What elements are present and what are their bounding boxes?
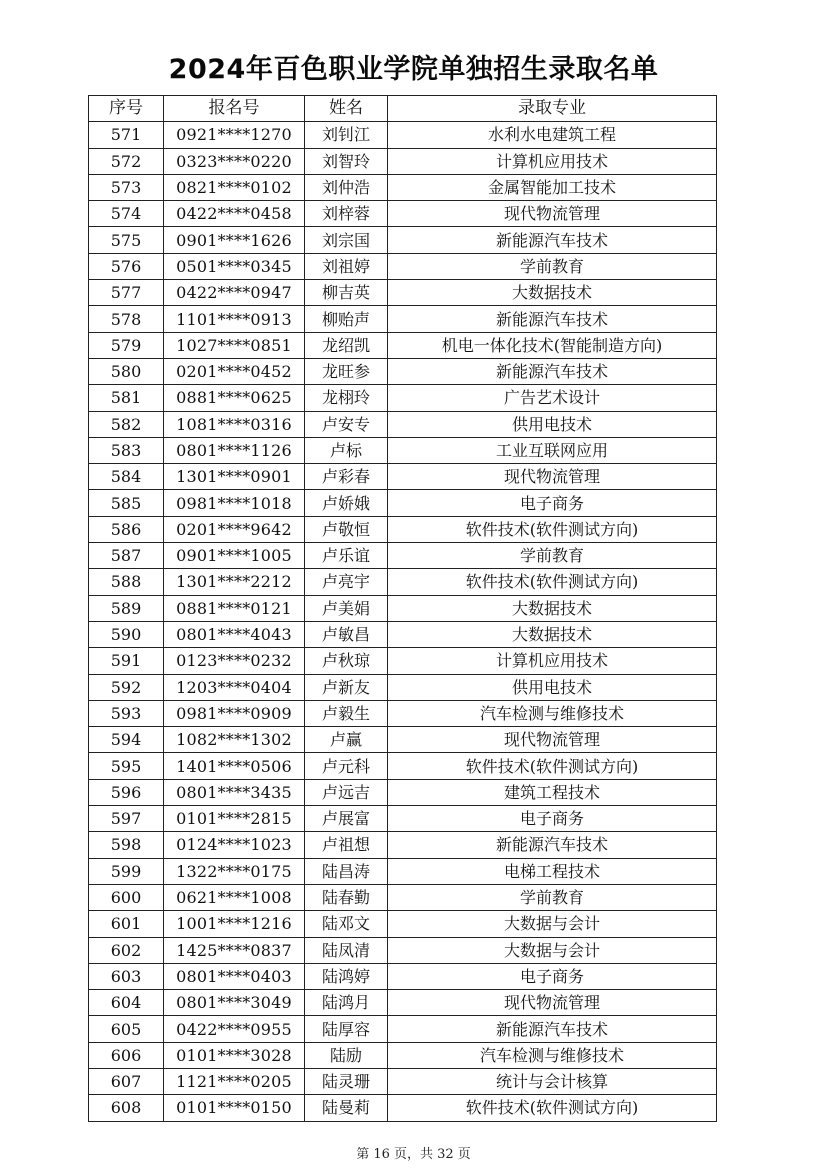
header-admitted-major: 录取专业: [388, 96, 717, 122]
table-row: [89, 990, 717, 1016]
student-name-cell: 陆春勤: [305, 884, 388, 910]
student-name-cell: 卢敬恒: [305, 516, 388, 542]
student-name-cell: 卢新友: [305, 674, 388, 700]
serial-number-cell: 594: [89, 727, 164, 753]
serial-number-cell: 596: [89, 779, 164, 805]
student-name-cell: 卢展富: [305, 806, 388, 832]
table-row: [89, 174, 717, 200]
serial-number-cell: 591: [89, 648, 164, 674]
page-title: 2024年百色职业学院单独招生录取名单: [168, 54, 659, 85]
serial-number-cell: 601: [89, 911, 164, 937]
serial-number-cell: 578: [89, 306, 164, 332]
registration-number-cell: 0981****0909: [164, 700, 305, 726]
student-name-cell: 柳吉英: [305, 280, 388, 306]
admitted-major-cell: 新能源汽车技术: [388, 1016, 717, 1042]
serial-number-cell: 604: [89, 990, 164, 1016]
table-row: [89, 253, 717, 279]
table-body: [89, 122, 717, 1121]
student-name-cell: 龙栩玲: [305, 385, 388, 411]
registration-number-cell: 1301****0901: [164, 464, 305, 490]
table-row: [89, 727, 717, 753]
registration-number-cell: 0621****1008: [164, 884, 305, 910]
serial-number-cell: 605: [89, 1016, 164, 1042]
registration-number-cell: 0801****1126: [164, 437, 305, 463]
admitted-major-cell: 新能源汽车技术: [388, 227, 717, 253]
admitted-major-cell: 软件技术(软件测试方向): [388, 516, 717, 542]
student-name-cell: 柳贻声: [305, 306, 388, 332]
serial-number-cell: 608: [89, 1095, 164, 1121]
registration-number-cell: 1301****2212: [164, 569, 305, 595]
serial-number-cell: 583: [89, 437, 164, 463]
admitted-major-cell: 学前教育: [388, 253, 717, 279]
student-name-cell: 陆昌涛: [305, 858, 388, 884]
serial-number-cell: 584: [89, 464, 164, 490]
registration-number-cell: 1203****0404: [164, 674, 305, 700]
registration-number-cell: 1322****0175: [164, 858, 305, 884]
table-row: [89, 806, 717, 832]
registration-number-cell: 0201****0452: [164, 358, 305, 384]
table-row: [89, 1016, 717, 1042]
admitted-major-cell: 电子商务: [388, 963, 717, 989]
student-name-cell: 刘智玲: [305, 148, 388, 174]
header-registration-number: 报名号: [164, 96, 305, 122]
serial-number-cell: 598: [89, 832, 164, 858]
admitted-major-cell: 金属智能加工技术: [388, 174, 717, 200]
admitted-major-cell: 新能源汽车技术: [388, 832, 717, 858]
registration-number-cell: 0101****0150: [164, 1095, 305, 1121]
table-row: [89, 490, 717, 516]
admitted-major-cell: 供用电技术: [388, 674, 717, 700]
admitted-major-cell: 学前教育: [388, 884, 717, 910]
table-row: [89, 148, 717, 174]
table-row: [89, 437, 717, 463]
student-name-cell: 卢毅生: [305, 700, 388, 726]
student-name-cell: 卢祖想: [305, 832, 388, 858]
serial-number-cell: 581: [89, 385, 164, 411]
serial-number-cell: 571: [89, 122, 164, 148]
registration-number-cell: 0801****0403: [164, 963, 305, 989]
registration-number-cell: 1082****1302: [164, 727, 305, 753]
table-row: [89, 385, 717, 411]
registration-number-cell: 0881****0625: [164, 385, 305, 411]
table-row: [89, 621, 717, 647]
admitted-major-cell: 软件技术(软件测试方向): [388, 569, 717, 595]
registration-number-cell: 0124****1023: [164, 832, 305, 858]
serial-number-cell: 586: [89, 516, 164, 542]
serial-number-cell: 593: [89, 700, 164, 726]
student-name-cell: 龙绍凯: [305, 332, 388, 358]
registration-number-cell: 0981****1018: [164, 490, 305, 516]
table-row: [89, 1068, 717, 1094]
table-row: [89, 1042, 717, 1068]
table-row: [89, 280, 717, 306]
serial-number-cell: 606: [89, 1042, 164, 1068]
table-row: [89, 543, 717, 569]
admitted-major-cell: 电子商务: [388, 806, 717, 832]
registration-number-cell: 0501****0345: [164, 253, 305, 279]
registration-number-cell: 0201****9642: [164, 516, 305, 542]
admitted-major-cell: 现代物流管理: [388, 727, 717, 753]
registration-number-cell: 0881****0121: [164, 595, 305, 621]
registration-number-cell: 0901****1626: [164, 227, 305, 253]
serial-number-cell: 588: [89, 569, 164, 595]
student-name-cell: 卢美娟: [305, 595, 388, 621]
table-row: [89, 358, 717, 384]
table-row: [89, 516, 717, 542]
student-name-cell: 卢敏昌: [305, 621, 388, 647]
student-name-cell: 卢安专: [305, 411, 388, 437]
serial-number-cell: 577: [89, 280, 164, 306]
registration-number-cell: 0801****3435: [164, 779, 305, 805]
serial-number-cell: 603: [89, 963, 164, 989]
student-name-cell: 陆邓文: [305, 911, 388, 937]
student-name-cell: 卢乐谊: [305, 543, 388, 569]
serial-number-cell: 607: [89, 1068, 164, 1094]
student-name-cell: 卢娇娥: [305, 490, 388, 516]
admitted-major-cell: 学前教育: [388, 543, 717, 569]
table-row: [89, 832, 717, 858]
serial-number-cell: 590: [89, 621, 164, 647]
student-name-cell: 刘仲浩: [305, 174, 388, 200]
student-name-cell: 刘宗国: [305, 227, 388, 253]
table-header-row: [89, 96, 717, 122]
table-row: [89, 674, 717, 700]
admitted-major-cell: 新能源汽车技术: [388, 358, 717, 384]
serial-number-cell: 576: [89, 253, 164, 279]
registration-number-cell: 1081****0316: [164, 411, 305, 437]
registration-number-cell: 0901****1005: [164, 543, 305, 569]
table-row: [89, 569, 717, 595]
admitted-major-cell: 汽车检测与维修技术: [388, 700, 717, 726]
table-row: [89, 937, 717, 963]
serial-number-cell: 587: [89, 543, 164, 569]
registration-number-cell: 0801****3049: [164, 990, 305, 1016]
admitted-major-cell: 供用电技术: [388, 411, 717, 437]
table-row: [89, 648, 717, 674]
admitted-major-cell: 现代物流管理: [388, 990, 717, 1016]
admitted-major-cell: 广告艺术设计: [388, 385, 717, 411]
admitted-major-cell: 大数据与会计: [388, 911, 717, 937]
student-name-cell: 刘梓蓉: [305, 201, 388, 227]
table-row: [89, 911, 717, 937]
student-name-cell: 卢秋琼: [305, 648, 388, 674]
student-name-cell: 卢标: [305, 437, 388, 463]
registration-number-cell: 1101****0913: [164, 306, 305, 332]
registration-number-cell: 0422****0955: [164, 1016, 305, 1042]
table-row: [89, 858, 717, 884]
table-row: [89, 227, 717, 253]
admitted-major-cell: 新能源汽车技术: [388, 306, 717, 332]
table-row: [89, 595, 717, 621]
admitted-major-cell: 电子商务: [388, 490, 717, 516]
admitted-major-cell: 统计与会计核算: [388, 1068, 717, 1094]
student-name-cell: 卢赢: [305, 727, 388, 753]
serial-number-cell: 599: [89, 858, 164, 884]
registration-number-cell: 1401****0506: [164, 753, 305, 779]
registration-number-cell: 0801****4043: [164, 621, 305, 647]
table-row: [89, 411, 717, 437]
admitted-major-cell: 机电一体化技术(智能制造方向): [388, 332, 717, 358]
serial-number-cell: 595: [89, 753, 164, 779]
header-serial-number: 序号: [89, 96, 164, 122]
student-name-cell: 陆厚容: [305, 1016, 388, 1042]
registration-number-cell: 1001****1216: [164, 911, 305, 937]
admitted-major-cell: 现代物流管理: [388, 201, 717, 227]
admitted-major-cell: 汽车检测与维修技术: [388, 1042, 717, 1068]
table-row: [89, 779, 717, 805]
student-name-cell: 陆灵珊: [305, 1068, 388, 1094]
student-name-cell: 卢亮宇: [305, 569, 388, 595]
table-row: [89, 122, 717, 148]
table-row: [89, 884, 717, 910]
table-row: [89, 963, 717, 989]
serial-number-cell: 600: [89, 884, 164, 910]
table-row: [89, 700, 717, 726]
header-name: 姓名: [305, 96, 388, 122]
registration-number-cell: 1027****0851: [164, 332, 305, 358]
serial-number-cell: 592: [89, 674, 164, 700]
registration-number-cell: 0422****0947: [164, 280, 305, 306]
admitted-major-cell: 电梯工程技术: [388, 858, 717, 884]
student-name-cell: 刘祖婷: [305, 253, 388, 279]
table-row: [89, 753, 717, 779]
student-name-cell: 龙旺参: [305, 358, 388, 384]
admitted-major-cell: 大数据与会计: [388, 937, 717, 963]
registration-number-cell: 0101****3028: [164, 1042, 305, 1068]
student-name-cell: 卢远吉: [305, 779, 388, 805]
admitted-major-cell: 大数据技术: [388, 280, 717, 306]
serial-number-cell: 574: [89, 201, 164, 227]
student-name-cell: 陆凤清: [305, 937, 388, 963]
serial-number-cell: 585: [89, 490, 164, 516]
serial-number-cell: 597: [89, 806, 164, 832]
admitted-major-cell: 计算机应用技术: [388, 148, 717, 174]
table-row: [89, 1095, 717, 1121]
table-row: [89, 306, 717, 332]
registration-number-cell: 0422****0458: [164, 201, 305, 227]
page-footer: 第 16 页，共 32 页: [356, 1147, 471, 1162]
registration-number-cell: 1425****0837: [164, 937, 305, 963]
registration-number-cell: 0323****0220: [164, 148, 305, 174]
registration-number-cell: 0101****2815: [164, 806, 305, 832]
admitted-major-cell: 大数据技术: [388, 621, 717, 647]
admitted-major-cell: 水利水电建筑工程: [388, 122, 717, 148]
serial-number-cell: 573: [89, 174, 164, 200]
admission-table: [88, 95, 717, 1122]
table-row: [89, 464, 717, 490]
registration-number-cell: 1121****0205: [164, 1068, 305, 1094]
serial-number-cell: 582: [89, 411, 164, 437]
admitted-major-cell: 建筑工程技术: [388, 779, 717, 805]
table-row: [89, 332, 717, 358]
serial-number-cell: 580: [89, 358, 164, 384]
student-name-cell: 卢元科: [305, 753, 388, 779]
student-name-cell: 卢彩春: [305, 464, 388, 490]
serial-number-cell: 579: [89, 332, 164, 358]
serial-number-cell: 575: [89, 227, 164, 253]
registration-number-cell: 0921****1270: [164, 122, 305, 148]
admitted-major-cell: 计算机应用技术: [388, 648, 717, 674]
admitted-major-cell: 软件技术(软件测试方向): [388, 1095, 717, 1121]
table-row: [89, 201, 717, 227]
registration-number-cell: 0123****0232: [164, 648, 305, 674]
serial-number-cell: 572: [89, 148, 164, 174]
student-name-cell: 陆励: [305, 1042, 388, 1068]
admitted-major-cell: 工业互联网应用: [388, 437, 717, 463]
student-name-cell: 陆曼莉: [305, 1095, 388, 1121]
registration-number-cell: 0821****0102: [164, 174, 305, 200]
student-name-cell: 陆鸿月: [305, 990, 388, 1016]
admitted-major-cell: 现代物流管理: [388, 464, 717, 490]
student-name-cell: 刘钊江: [305, 122, 388, 148]
student-name-cell: 陆鸿婷: [305, 963, 388, 989]
admitted-major-cell: 软件技术(软件测试方向): [388, 753, 717, 779]
serial-number-cell: 602: [89, 937, 164, 963]
serial-number-cell: 589: [89, 595, 164, 621]
admitted-major-cell: 大数据技术: [388, 595, 717, 621]
